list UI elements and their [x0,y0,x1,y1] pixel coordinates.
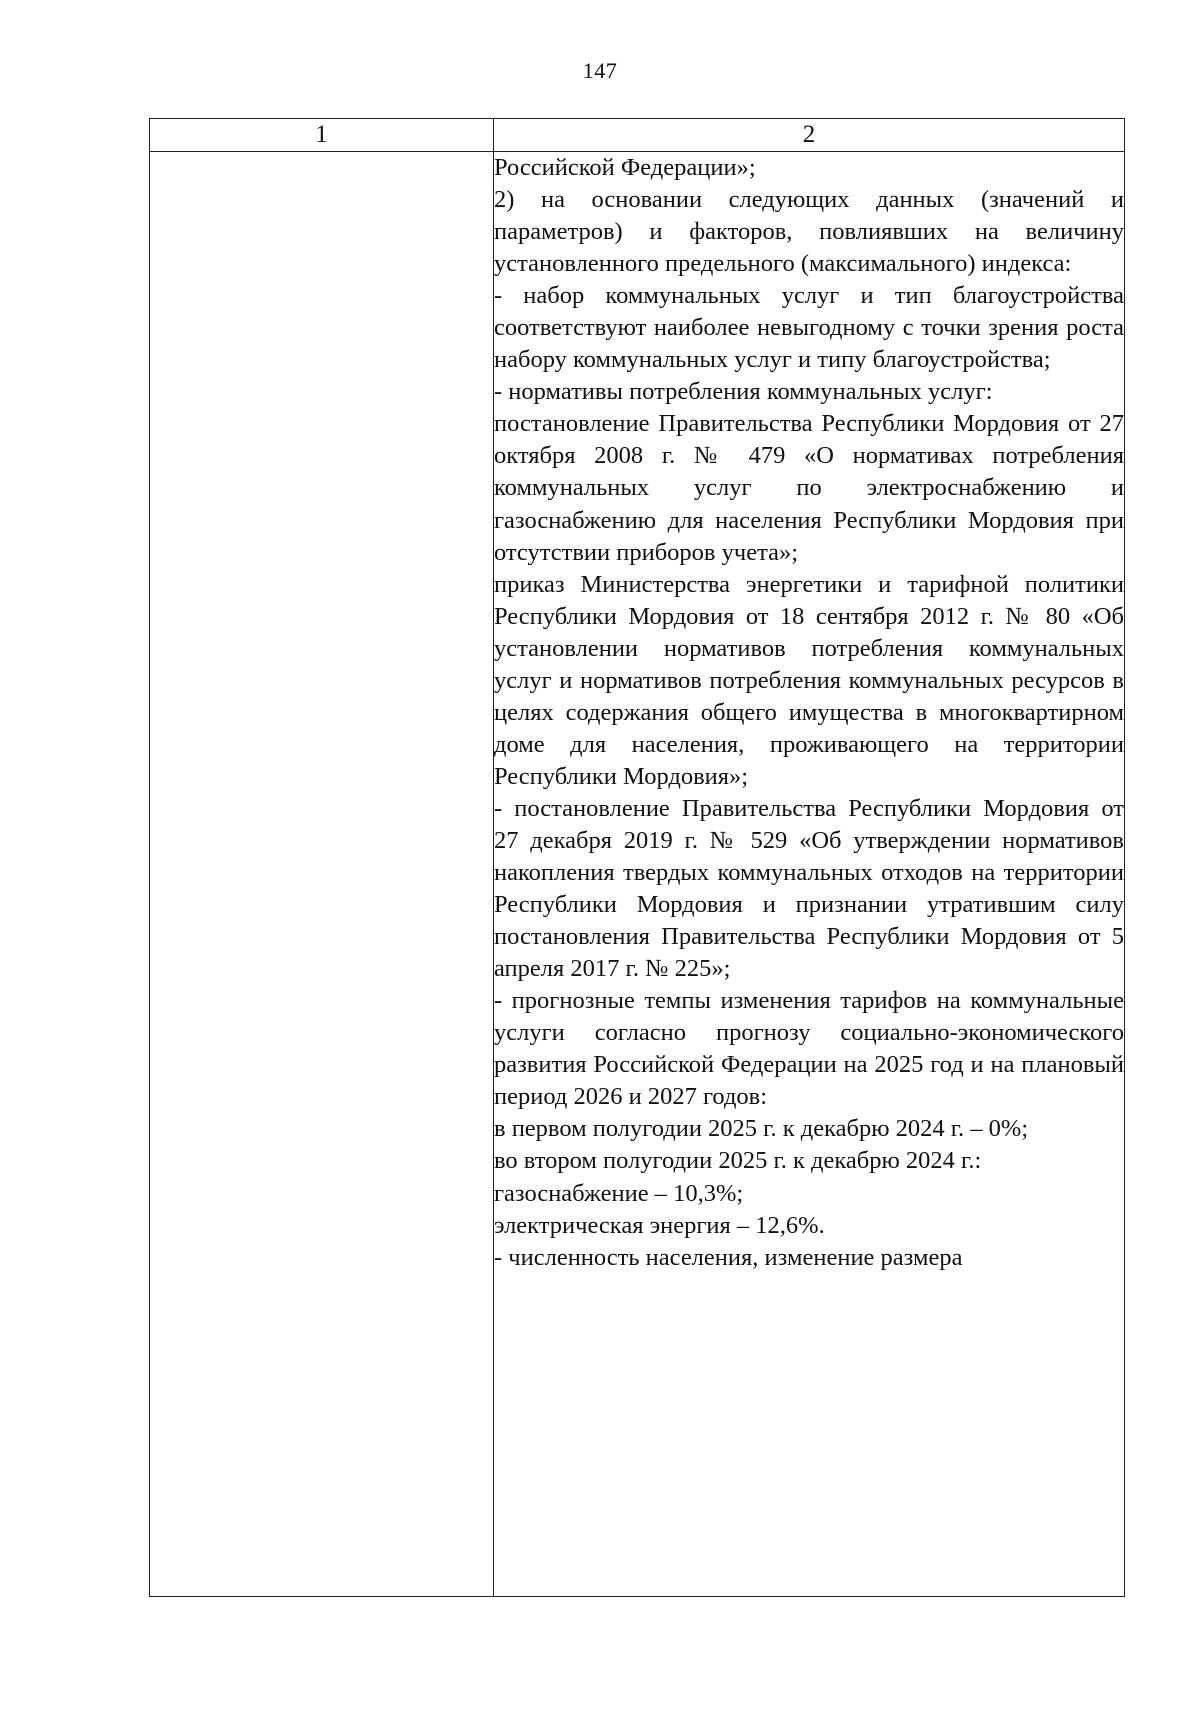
paragraph-tariff-forecast: - прогнозные темпы изменения тарифов на коммунальные услуги согласно прогнозу социально-экономического развития Российской Федерации на 2025 год и на плановый период 2026 и 2027 годов: [494,987,1124,1111]
column-header-1: 1 [150,119,494,152]
paragraph-resolution-529: - постановление Правительства Республики Мордовия от 27 декабря 2019 г. № 529 «Об утверждении нормативов накопления твердых коммунальных отходов на территории Республики Мордовия и признании утратившим силу постановления Правительства Республики Мордовия от 5 апреля 2017 г. № 225»; [494,794,1124,983]
paragraph-first-half: в первом полугодии 2025 г. к декабрю 2024 г. – 0%; [494,1115,1029,1143]
paragraph-gas-supply: газоснабжение – 10,3%; [494,1179,744,1207]
table-header-row [150,119,1125,152]
paragraph-continuation: Российской Федерации»; [494,154,756,181]
page-number: 147 [582,58,618,83]
table-cell-column-2 [494,152,1125,1597]
column-header-2: 2 [494,119,1125,152]
paragraph-electricity: электрическая энергия – 12,6%. [494,1211,825,1239]
paragraph-population: - численность населения, изменение размера [494,1243,963,1271]
paragraph-services-set: - набор коммунальных услуг и тип благоустройства соответствуют наиболее невыгодному с точки зрения роста набору коммунальных услуг и типу благоустройства; [494,282,1124,374]
table-row [150,152,1125,1597]
paragraph-consumption-norms: - нормативы потребления коммунальных услуг: [494,378,993,406]
paragraph-data-basis: 2) на основании следующих данных (значений и параметров) и факторов, повлиявших на величину установленного предельного (максимального) индекса: [494,186,1124,278]
paragraph-order-80: приказ Министерства энергетики и тарифной политики Республики Мордовия от 18 сентября 2012 г. № 80 «Об установлении нормативов потребления коммунальных услуг и нормативов потребления коммунальных ресурсов в целях содержания общего имущества в многоквартирном доме для населения, проживающего на территории Республики Мордовия»; [494,570,1124,790]
table-cell-column-1 [150,152,494,1597]
document-table [149,118,1125,1597]
paragraph-resolution-479: постановление Правительства Республики Мордовия от 27 октября 2008 г. № 479 «О нормативах потребления коммунальных услуг по электроснабжению и газоснабжению для населения Республики Мордовия при отсутствии приборов учета»; [494,410,1124,566]
paragraph-second-half: во втором полугодии 2025 г. к декабрю 2024 г.: [494,1147,982,1175]
